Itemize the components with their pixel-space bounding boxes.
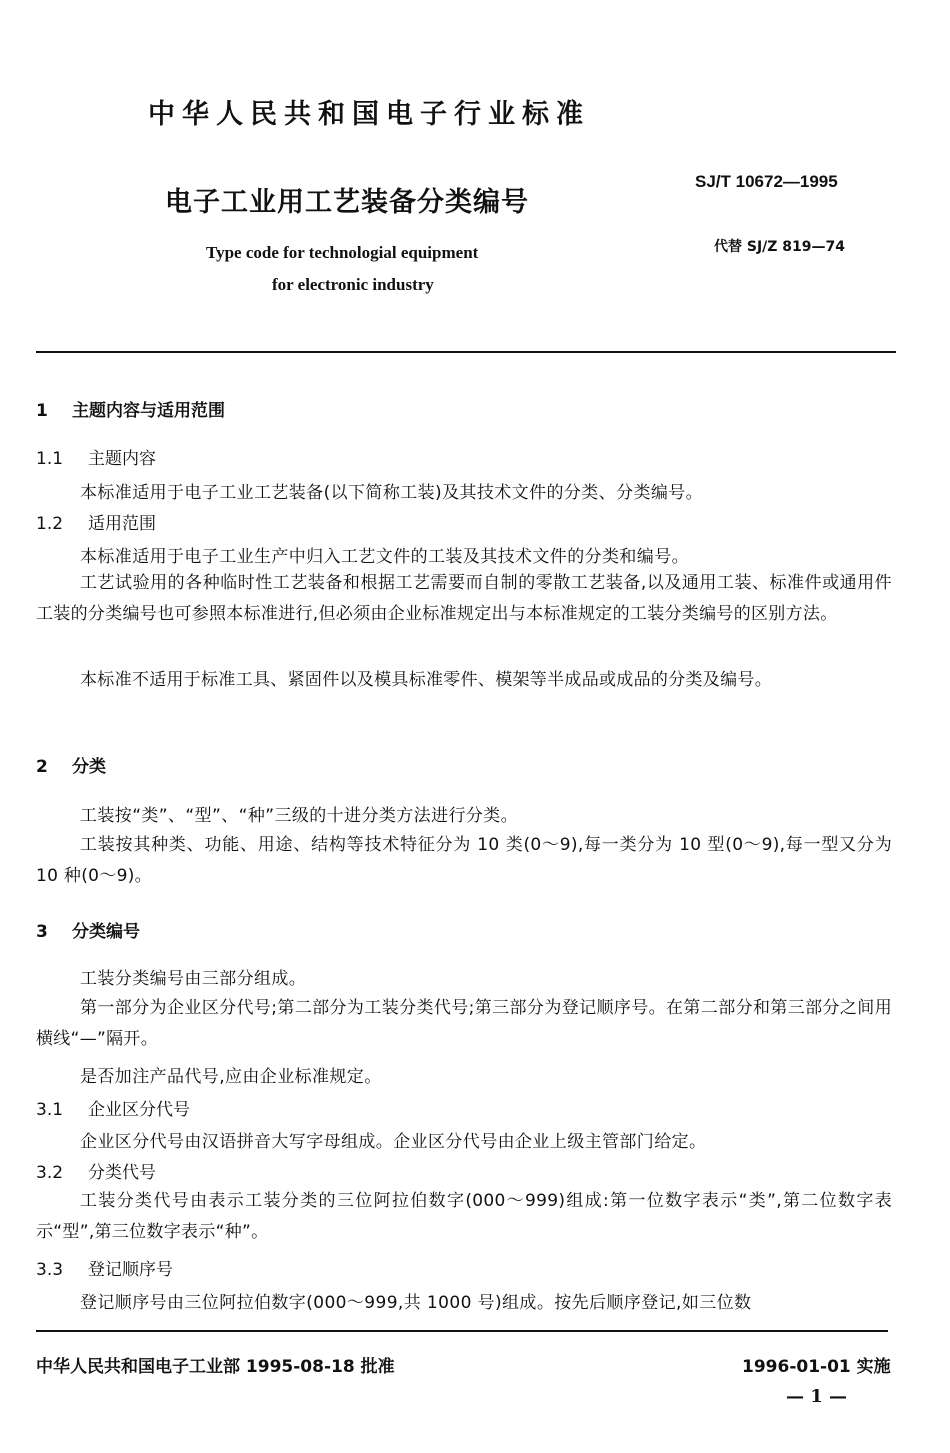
english-title-line-1: Type code for technologial equipment (206, 243, 479, 262)
issuing-organization: 中华人民共和国电子行业标准 (148, 99, 590, 130)
section-title: 适用范围 (88, 514, 156, 534)
section-2-heading (36, 752, 106, 777)
section-number: 3.3 (36, 1260, 64, 1280)
section-title: 分类代号 (88, 1163, 156, 1183)
english-title-line-2: for electronic industry (272, 275, 434, 294)
paragraph: 本标准适用于电子工业工艺装备(以下简称工装)及其技术文件的分类、分类编号。 (80, 483, 704, 503)
section-1-2-heading (36, 509, 156, 534)
paragraph: 第一部分为企业区分代号;第二部分为工装分类代号;第三部分为登记顺序号。在第二部分和第三部分之间用横线“—”隔开。 (36, 998, 892, 1049)
footer-divider (36, 1330, 888, 1332)
paragraph: 工装按“类”、“型”、“种”三级的十进分类方法进行分类。 (80, 806, 519, 826)
section-title: 分类编号 (72, 922, 140, 942)
paragraph: 工装分类代号由表示工装分类的三位阿拉伯数字(000～999)组成:第一位数字表示“类”,第二位数字表示“型”,第三位数字表示“种”。 (36, 1191, 892, 1242)
paragraph: 本标准不适用于标准工具、紧固件以及模具标准零件、模架等半成品或成品的分类及编号。 (80, 670, 772, 690)
section-3-2-heading (36, 1158, 156, 1183)
section-number: 2 (36, 757, 48, 777)
section-title: 登记顺序号 (88, 1260, 173, 1280)
section-title: 主题内容 (88, 449, 156, 469)
section-number: 3.2 (36, 1163, 64, 1183)
paragraph: 工装按其种类、功能、用途、结构等技术特征分为 10 类(0～9),每一类分为 10 型(0～9),每一型又分为 10 种(0～9)。 (36, 835, 892, 886)
paragraph: 工艺试验用的各种临时性工艺装备和根据工艺需要而自制的零散工艺装备,以及通用工装、标准件或通用件工装的分类编号也可参照本标准进行,但必须由企业标准规定出与本标准规定的工装分类编号的区别方法。 (36, 573, 892, 624)
section-number: 3.1 (36, 1100, 64, 1120)
section-number: 1 (36, 401, 48, 421)
standard-code: SJ/T 10672—1995 (695, 172, 838, 191)
paragraph: 工装分类编号由三部分组成。 (80, 969, 307, 989)
section-number: 3 (36, 922, 48, 942)
page-number: — 1 — (786, 1386, 848, 1407)
section-number: 1.2 (36, 514, 64, 534)
section-title: 企业区分代号 (88, 1100, 190, 1120)
paragraph: 本标准适用于电子工业生产中归入工艺文件的工装及其技术文件的分类和编号。 (80, 547, 689, 567)
section-3-3-heading (36, 1255, 173, 1280)
effective-date: 1996-01-01 实施 (742, 1357, 891, 1377)
paragraph: 企业区分代号由汉语拼音大写字母组成。企业区分代号由企业上级主管部门给定。 (80, 1132, 707, 1152)
section-1-heading (36, 396, 225, 421)
section-1-1-heading (36, 444, 156, 469)
standard-title: 电子工业用工艺装备分类编号 (165, 187, 529, 218)
section-3-heading (36, 917, 140, 942)
paragraph: 是否加注产品代号,应由企业标准规定。 (80, 1067, 382, 1087)
approval-line: 中华人民共和国电子工业部 1995-08-18 批准 (36, 1357, 395, 1377)
section-3-1-heading (36, 1095, 190, 1120)
section-title: 主题内容与适用范围 (72, 401, 225, 421)
replaces-standard: 代替 SJ/Z 819—74 (714, 239, 846, 255)
section-title: 分类 (72, 757, 106, 777)
section-number: 1.1 (36, 449, 64, 469)
header-divider (36, 351, 896, 353)
paragraph: 登记顺序号由三位阿拉伯数字(000～999,共 1000 号)组成。按先后顺序登记,如三位数 (80, 1293, 752, 1313)
